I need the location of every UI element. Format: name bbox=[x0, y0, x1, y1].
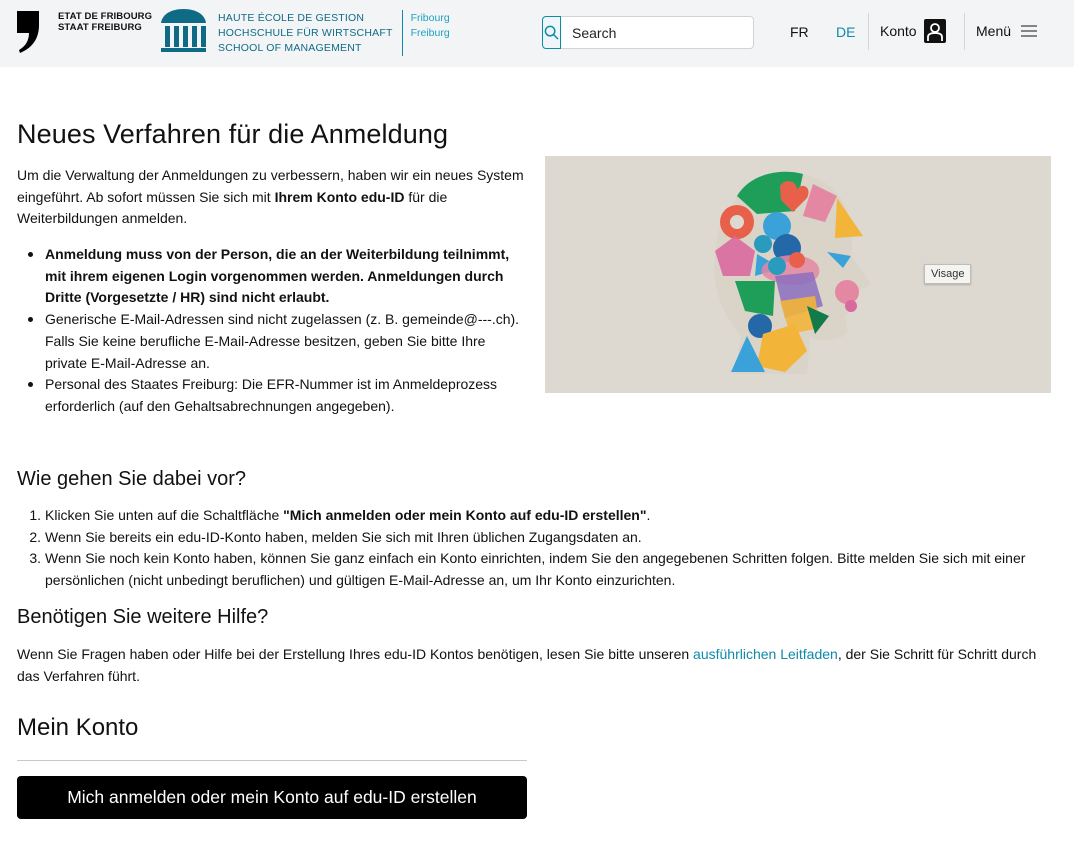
page-title: Neues Verfahren für die Anmeldung bbox=[17, 119, 449, 149]
list-item: Anmeldung muss von der Person, die an der Weiterbildung teilnimmt, mit ihrem eigenen Login vorgenommen werden. Anmeldungen durch Dritte (Vorgesetzte / HR) sind nicht erlaubt. bbox=[45, 244, 530, 309]
list-item bbox=[45, 505, 1055, 527]
list-item: Wenn Sie noch kein Konto haben, können Sie ganz einfach ein Konto einrichten, indem Sie den angegebenen Schritten folgen. Bitte melden Sie sich mit einer persönlichen (nicht unbedingt beruflichen) und gültigen E-Mail-Adresse an, um Ihr Konto einzurichten. bbox=[45, 550, 1026, 588]
etat-fribourg-text bbox=[58, 11, 152, 53]
school-columns-icon bbox=[160, 8, 207, 53]
illustration-image bbox=[545, 156, 1051, 393]
header-divider bbox=[868, 13, 869, 50]
city-line-2: Freiburg bbox=[410, 27, 450, 39]
menu-label: Menü bbox=[976, 23, 1012, 39]
guide-link[interactable]: ausführlichen Leitfaden bbox=[693, 646, 838, 662]
school-city bbox=[411, 11, 450, 56]
section-heading-how: Wie gehen Sie dabei vor? bbox=[17, 468, 247, 490]
user-icon bbox=[924, 19, 946, 43]
section-heading-account: Mein Konto bbox=[17, 714, 139, 741]
steps-list bbox=[45, 505, 1055, 591]
account-button[interactable] bbox=[880, 19, 946, 43]
login-edu-id-button[interactable]: Mich anmelden oder mein Konto auf edu-ID erstellen bbox=[17, 776, 527, 819]
step-text-end: . bbox=[646, 507, 651, 523]
menu-button[interactable] bbox=[976, 23, 1039, 39]
intro-paragraph bbox=[17, 165, 527, 230]
section-heading-help: Benötigen Sie weitere Hilfe? bbox=[17, 606, 269, 628]
school-logo-divider bbox=[402, 10, 403, 56]
language-fr-link[interactable]: FR bbox=[790, 24, 809, 40]
etat-fribourg-logo[interactable] bbox=[17, 11, 152, 53]
intro-text-end: für die Weiterbildungen anmelden. bbox=[17, 188, 448, 227]
account-label: Konto bbox=[880, 23, 917, 39]
school-logo[interactable] bbox=[160, 8, 450, 56]
intro-bold-text: Ihrem Konto edu-ID bbox=[274, 188, 405, 205]
header-divider bbox=[964, 13, 965, 50]
search-button[interactable] bbox=[542, 16, 561, 49]
school-line-1: HAUTE ÉCOLE DE GESTION bbox=[218, 12, 365, 24]
search-input[interactable] bbox=[561, 16, 754, 49]
step-text: Klicken Sie unten auf die Schaltfläche bbox=[45, 507, 284, 523]
list-item: Wenn Sie bereits ein edu-ID-Konto haben, melden Sie sich mit Ihren üblichen Zugangsdaten an. bbox=[45, 528, 642, 545]
registration-rules-list bbox=[45, 244, 530, 418]
school-name bbox=[218, 11, 393, 56]
hamburger-icon bbox=[1019, 23, 1039, 39]
etat-line-2: STAAT FREIBURG bbox=[58, 22, 142, 33]
intro-text: Um die Verwaltung der Anmeldungen zu verbessern, haben wir ein neues System eingeführt. Ab sofort müssen Sie sich mit bbox=[17, 167, 524, 205]
city-line-1: Fribourg bbox=[410, 12, 450, 24]
etat-line-1: ETAT DE FRIBOURG bbox=[58, 11, 153, 22]
site-header bbox=[0, 0, 1074, 67]
help-text-end: , der Sie Schritt für Schritt durch das Verfahren führt. bbox=[17, 646, 1037, 684]
school-line-3: SCHOOL OF MANAGEMENT bbox=[218, 42, 362, 54]
search-icon bbox=[544, 25, 559, 40]
language-de-link[interactable]: DE bbox=[836, 24, 856, 40]
school-line-2: HOCHSCHULE FÜR WIRTSCHAFT bbox=[218, 27, 393, 39]
image-tooltip: Visage bbox=[924, 264, 971, 284]
etat-fribourg-mark-icon bbox=[17, 11, 39, 53]
divider bbox=[17, 760, 527, 761]
help-paragraph bbox=[17, 643, 1057, 687]
help-text: Wenn Sie Fragen haben oder Hilfe bei der Erstellung Ihres edu-ID Kontos benötigen, lesen Sie bitte unseren bbox=[17, 646, 694, 662]
face-illustration-icon bbox=[545, 156, 1051, 393]
list-item: Personal des Staates Freiburg: Die EFR-Nummer ist im Anmeldeprozess erforderlich (auf den Gehaltsabrechnungen angegeben). bbox=[45, 374, 530, 417]
list-item: Generische E-Mail-Adressen sind nicht zugelassen (z. B. gemeinde@---.ch). Falls Sie keine berufliche E-Mail-Adresse besitzen, geben Sie bitte Ihre private E-Mail-Adresse an. bbox=[45, 309, 530, 374]
step-bold-text: "Mich anmelden oder mein Konto auf edu-ID erstellen" bbox=[283, 507, 647, 523]
search-form bbox=[542, 16, 754, 49]
